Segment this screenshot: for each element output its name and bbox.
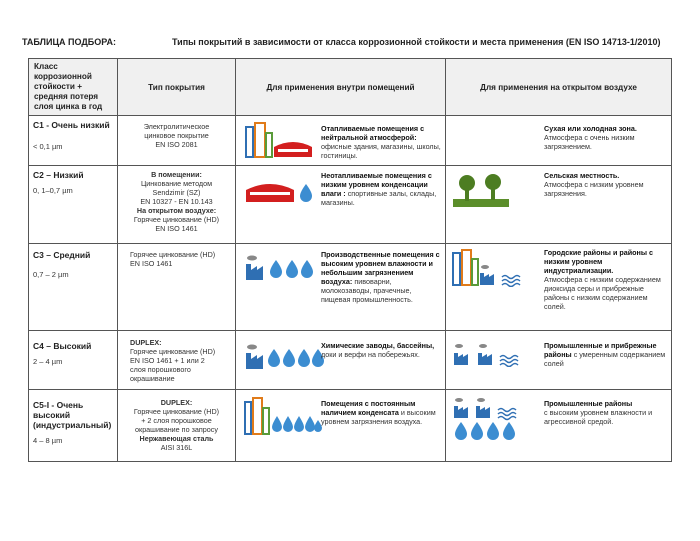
indoor-title: Помещения с постоянным наличием конденсата [321, 399, 416, 417]
indoor-title: Отапливаемые помещения с нейтральной атмосферой: [321, 124, 425, 142]
indoor-cell [236, 331, 446, 390]
coating-heading: DUPLEX: [130, 338, 162, 347]
coating-cell [118, 116, 236, 166]
table-row [29, 116, 672, 166]
selection-table [28, 58, 672, 462]
indoor-description: пивоварни, молокозаводы, прачечные, пищевая промышленность. [321, 277, 413, 304]
table-caption: ТАБЛИЦА ПОДБОРА: [22, 37, 116, 47]
coating-line: EN ISO 1461 + 1 или 2 [130, 356, 205, 365]
column-header-outdoor: Для применения на открытом воздухе [446, 59, 672, 116]
column-header-class: Класс коррозионной стойкости + средняя потеря слоя цинка в год [29, 59, 118, 116]
indoor-description: и высоким уровнем загрязнения воздуха. [321, 408, 436, 426]
class-label: C3 – Средний [33, 250, 91, 260]
indoor-description: спортивные залы, склады, магазины. [321, 189, 437, 207]
coating-line: Электролитическое [143, 122, 210, 131]
outdoor-cell [446, 244, 672, 331]
class-label: C2 – Низкий [33, 170, 84, 180]
class-label: C4 – Высокий [33, 341, 92, 351]
outdoor-description: Атмосфера с низким уровнем загрязнения. [544, 180, 644, 198]
table-row [29, 244, 672, 331]
coating-heading: Нержавеющая сталь [139, 434, 214, 443]
coating-line: Горячее цинкование (HD) [133, 215, 220, 224]
coating-cell [118, 244, 236, 331]
buildings-icon [244, 121, 314, 159]
coating-line: EN ISO 1461 [130, 259, 173, 268]
outdoor-title: Сухая или холодная зона. [544, 124, 637, 133]
table-row [29, 166, 672, 244]
factory-droplets-icon [244, 343, 324, 371]
coating-line: AISI 316L [160, 443, 193, 452]
coating-line: слоя порошкового [130, 365, 191, 374]
outdoor-description: Атмосфера с очень низким загрязнением. [544, 133, 635, 151]
class-label: C1 - Очень низкий [33, 120, 110, 130]
header-row [29, 59, 672, 116]
coating-line: Горячее цинкование (HD) [133, 407, 220, 416]
class-cell [29, 390, 118, 462]
class-cell [29, 166, 118, 244]
outdoor-cell [446, 390, 672, 462]
factory-waves-icon [452, 341, 532, 367]
coating-line: окрашивание [130, 374, 175, 383]
indoor-cell [236, 116, 446, 166]
coating-line: EN ISO 2081 [155, 140, 198, 149]
buildings-droplets-icon [244, 396, 322, 436]
coating-heading: На открытом воздухе: [136, 206, 217, 215]
outdoor-description: с умеренным содержанием солей [544, 350, 666, 368]
coating-heading: В помещении: [151, 170, 202, 179]
coating-line: Горячее цинкование (HD) [130, 347, 216, 356]
table-row [29, 390, 672, 462]
warehouse-droplet-icon [244, 176, 318, 204]
indoor-title: Неотапливаемые помещения с низким уровнем конденсации влаги : [321, 171, 432, 198]
indoor-cell [236, 244, 446, 331]
outdoor-description: Атмосфера с низким содержанием диоксида серы и прибрежные районы с низким содержанием солей. [544, 275, 661, 311]
coating-cell [118, 166, 236, 244]
trees-icon [453, 173, 509, 207]
zinc-loss: < 0,1 µm [33, 142, 63, 151]
factory-droplets-icon [244, 254, 314, 282]
class-cell [29, 116, 118, 166]
coating-line: Sendzimir (SZ) [152, 188, 201, 197]
indoor-cell [236, 166, 446, 244]
coating-line: цинковое покрытие [144, 131, 209, 140]
outdoor-title: Промышленные районы [544, 399, 633, 408]
zinc-loss: 4 – 8 µm [33, 436, 63, 445]
class-label: C5-I - Очень высокий (индустриальный) [33, 400, 112, 430]
indoor-title: Производственные помещения с высоким уровнем влажности и небольшим загрязнением воздуха: [321, 250, 440, 286]
indoor-description: офисные здания, магазины, школы, гостиницы. [321, 142, 441, 160]
outdoor-cell [446, 166, 672, 244]
outdoor-title: Промышленные и прибрежные районы [544, 341, 657, 359]
zinc-loss: 0,7 – 2 µm [33, 270, 69, 279]
outdoor-cell [446, 116, 672, 166]
table-row [29, 331, 672, 390]
zinc-loss: 2 – 4 µm [33, 357, 63, 366]
outdoor-title: Сельская местность. [544, 171, 620, 180]
class-cell [29, 331, 118, 390]
class-cell [29, 244, 118, 331]
city-factory-waves-icon [452, 249, 532, 287]
coating-line: Горячее цинкование (HD) [130, 250, 216, 259]
indoor-cell [236, 390, 446, 462]
coating-line: + 2 слоя порошковое [141, 416, 212, 425]
coating-line: EN 10327 - EN 10.143 [140, 197, 213, 206]
coating-line: окрашивание по запросу [135, 425, 218, 434]
outdoor-cell [446, 331, 672, 390]
outdoor-description: с высоким уровнем влажности и агрессивной средой. [544, 408, 653, 426]
outdoor-title: Городские районы и районы с низким уровнем индустриализации. [544, 248, 654, 275]
coating-cell [118, 331, 236, 390]
coating-line: EN ISO 1461 [155, 224, 198, 233]
indoor-description: доки и верфи на побережьях. [321, 350, 420, 359]
coating-heading: DUPLEX: [160, 398, 193, 407]
column-header-indoor: Для применения внутри помещений [236, 59, 446, 116]
column-header-type: Тип покрытия [118, 59, 236, 116]
factory-waves-droplets-icon [452, 396, 536, 442]
zinc-loss: 0, 1–0,7 µm [33, 186, 73, 195]
coating-line: Цинкование методом [140, 179, 213, 188]
indoor-title: Химические заводы, бассейны, [321, 341, 435, 350]
table-subtitle: Типы покрытий в зависимости от класса коррозионной стойкости и места применения (EN ISO 14713-1/2010) [172, 37, 661, 47]
coating-cell [118, 390, 236, 462]
